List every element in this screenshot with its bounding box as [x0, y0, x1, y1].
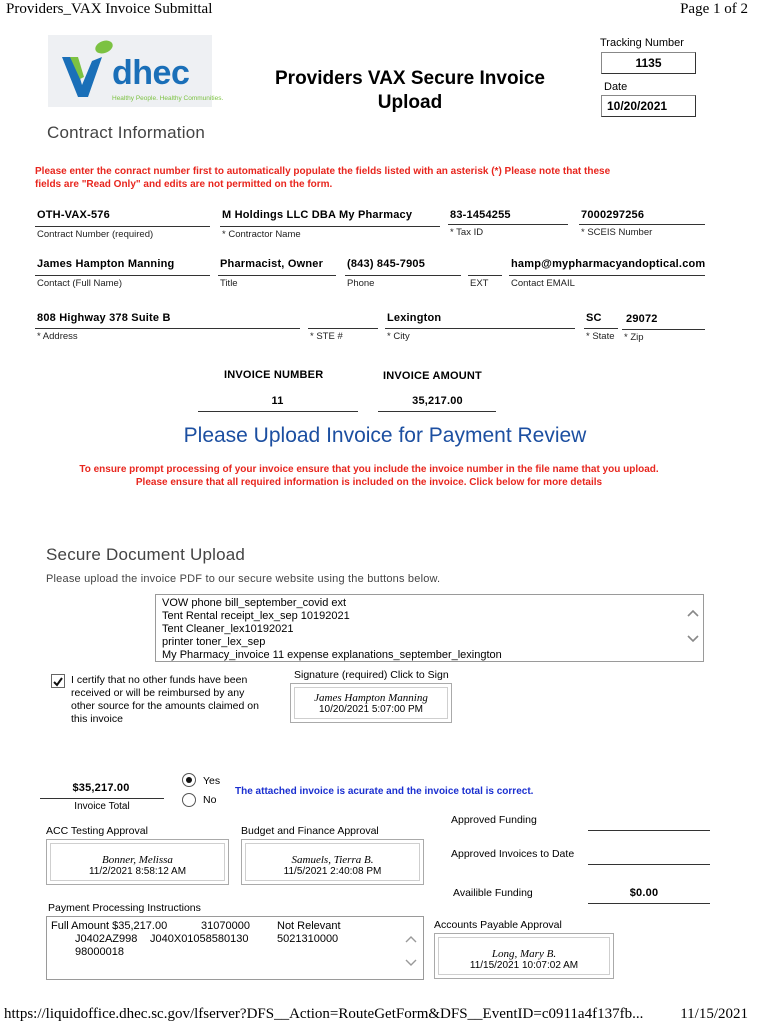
state-label: * State [586, 331, 615, 342]
scroll-down-icon[interactable] [405, 959, 417, 967]
approved-funding-label: Approved Funding [451, 814, 537, 826]
contact-email-label: Contact EMAIL [511, 278, 575, 289]
state-field[interactable]: SC [586, 312, 602, 324]
city-label: * City [387, 331, 410, 342]
budget-approver-name: Samuels, Tierra B. [291, 854, 374, 866]
certify-line1: I certify that no other funds have been [71, 674, 248, 686]
signature-name: James Hampton Manning [314, 692, 428, 704]
invoice-amount-label: INVOICE AMOUNT [383, 370, 482, 382]
available-funding-value: $0.00 [629, 887, 659, 899]
contact-email-field[interactable]: hamp@mypharmacyandoptical.com [511, 258, 706, 270]
upload-notice [0, 463, 738, 489]
signature-label: Signature (required) Click to Sign [294, 669, 449, 681]
logo-text: dhec [112, 54, 190, 92]
ap-approval-box[interactable] [434, 933, 614, 979]
sceis-number-label: * SCEIS Number [581, 227, 653, 238]
invoice-total-field[interactable]: $35,217.00 [72, 782, 130, 794]
acc-approval-label: ACC Testing Approval [46, 825, 148, 837]
invoice-amount-field[interactable]: 35,217.00 [412, 395, 463, 407]
contract-information-heading: Contract Information [47, 123, 206, 142]
certify-line2: received or will be reimbursed by any [71, 687, 245, 699]
invoice-number-field[interactable]: 11 [271, 395, 284, 407]
contract-number-field[interactable]: OTH-VAX-576 [37, 209, 110, 221]
contractor-name-label: * Contractor Name [222, 229, 301, 240]
page-number: Page 1 of 2 [680, 1, 748, 17]
accuracy-statement: The attached invoice is acurate and the invoice total is correct. [235, 786, 534, 797]
secure-upload-instruction: Please upload the invoice PDF to our secure website using the buttons below. [46, 573, 441, 585]
no-radio[interactable] [182, 793, 196, 807]
upload-heading: Please Upload Invoice for Payment Review [183, 424, 587, 447]
contact-name-label: Contact (Full Name) [37, 278, 122, 289]
payment-line: 5021310000 [277, 933, 339, 945]
city-field[interactable]: Lexington [387, 312, 442, 324]
contract-notice-line2: fields are "Read Only" and edits are not permitted on the form. [35, 179, 333, 190]
invoice-number-label: INVOICE NUMBER [224, 369, 324, 381]
form-title-line1: Providers VAX Secure Invoice [275, 68, 545, 89]
contract-notice-line1: Please enter the conract number first to automatically populate the fields listed with an asterisk (*) Please note that these [35, 166, 611, 177]
date-field[interactable]: 10/20/2021 [601, 95, 696, 117]
title-label: Title [220, 278, 238, 289]
sceis-number-field[interactable]: 7000297256 [581, 209, 645, 221]
ap-approver-name: Long, Mary B. [491, 948, 557, 960]
acc-approval-timestamp: 11/2/2021 8:58:12 AM [88, 866, 187, 877]
checkmark-icon [52, 676, 64, 688]
payment-instructions-label: Payment Processing Instructions [48, 902, 201, 914]
form-title [252, 67, 568, 115]
tracking-number-label: Tracking Number [600, 37, 684, 49]
list-item[interactable]: Tent Cleaner_lex10192021 [162, 623, 294, 635]
scroll-up-icon[interactable] [687, 609, 699, 617]
certify-line4: this invoice [71, 713, 123, 725]
title-field[interactable]: Pharmacist, Owner [220, 258, 324, 270]
upload-notice-line1: To ensure prompt processing of your invoice ensure that you include the invoice number in the file name that you upload. [79, 464, 659, 475]
address-label: * Address [37, 331, 78, 342]
available-funding-label: Availible Funding [453, 887, 533, 899]
yes-radio[interactable] [182, 773, 196, 787]
logo-tagline: Healthy People. Healthy Communities. [112, 95, 224, 102]
certify-checkbox[interactable] [51, 674, 65, 688]
budget-approval-box[interactable] [241, 839, 424, 885]
invoice-total-label: Invoice Total [74, 801, 130, 812]
date-label: Date [604, 81, 628, 93]
secure-upload-heading: Secure Document Upload [46, 545, 246, 564]
list-item[interactable]: printer toner_lex_sep [162, 636, 266, 648]
yes-label: Yes [203, 775, 221, 787]
acc-approver-name: Bonner, Melissa [102, 854, 173, 866]
payment-line: Full Amount $35,217.00 [51, 920, 168, 932]
scroll-up-icon[interactable] [405, 935, 417, 943]
signature-box[interactable] [290, 683, 452, 723]
budget-approval-label: Budget and Finance Approval [241, 825, 379, 837]
uploaded-files-list[interactable] [155, 594, 704, 662]
footer-url[interactable]: https://liquidoffice.dhec.sc.gov/lfserver?DFS__Action=RouteGetForm&DFS__EventID=c0911a4f137fb... [4, 1006, 644, 1022]
payment-line: 98000018 [75, 946, 124, 958]
ext-label: EXT [470, 278, 489, 289]
contract-number-label: Contract Number (required) [37, 229, 154, 240]
tax-id-field[interactable]: 83-1454255 [450, 209, 511, 221]
payment-line: J0402AZ998 [75, 933, 138, 945]
scroll-down-icon[interactable] [687, 635, 699, 643]
payment-line: 31070000 [201, 920, 250, 932]
contractor-name-field[interactable]: M Holdings LLC DBA My Pharmacy [222, 209, 413, 221]
list-item[interactable]: Tent Rental receipt_lex_sep 10192021 [162, 610, 350, 622]
certify-line3: other source for the amounts claimed on [71, 700, 259, 712]
address-field[interactable]: 808 Highway 378 Suite B [37, 312, 171, 324]
list-item[interactable]: VOW phone bill_september_covid ext [162, 597, 347, 609]
signature-timestamp: 10/20/2021 5:07:00 PM [319, 704, 423, 715]
zip-field[interactable]: 29072 [626, 313, 658, 325]
certify-text [71, 674, 259, 726]
approved-invoices-label: Approved Invoices to Date [451, 848, 575, 860]
ste-label: * STE # [310, 331, 343, 342]
tax-id-label: * Tax ID [450, 227, 484, 238]
dhec-logo [48, 35, 224, 107]
payment-line: J040X01058580130 [150, 933, 249, 945]
tracking-number-field[interactable]: 1135 [601, 52, 696, 74]
footer-date: 11/15/2021 [680, 1006, 748, 1022]
document-title: Providers_VAX Invoice Submittal [6, 1, 213, 17]
ap-approval-label: Accounts Payable Approval [434, 919, 562, 931]
contact-name-field[interactable]: James Hampton Manning [37, 258, 175, 270]
budget-approval-timestamp: 11/5/2021 2:40:08 PM [283, 866, 382, 877]
acc-approval-box[interactable] [46, 839, 229, 885]
upload-notice-line2: Please ensure that all required information is included on the invoice. Click below for more details [135, 477, 603, 488]
form-title-line2: Upload [377, 92, 443, 113]
no-label: No [203, 794, 217, 806]
zip-label: * Zip [624, 332, 644, 343]
ap-approval-timestamp: 11/15/2021 10:07:02 AM [469, 960, 579, 971]
list-item[interactable]: My Pharmacy_invoice 11 expense explanations_september_lexington [162, 649, 502, 661]
phone-field[interactable]: (843) 845-7905 [347, 258, 426, 270]
phone-label: Phone [347, 278, 375, 289]
payment-line: Not Relevant [277, 920, 341, 932]
contract-notice [35, 165, 735, 191]
payment-instructions-field[interactable] [46, 916, 424, 980]
